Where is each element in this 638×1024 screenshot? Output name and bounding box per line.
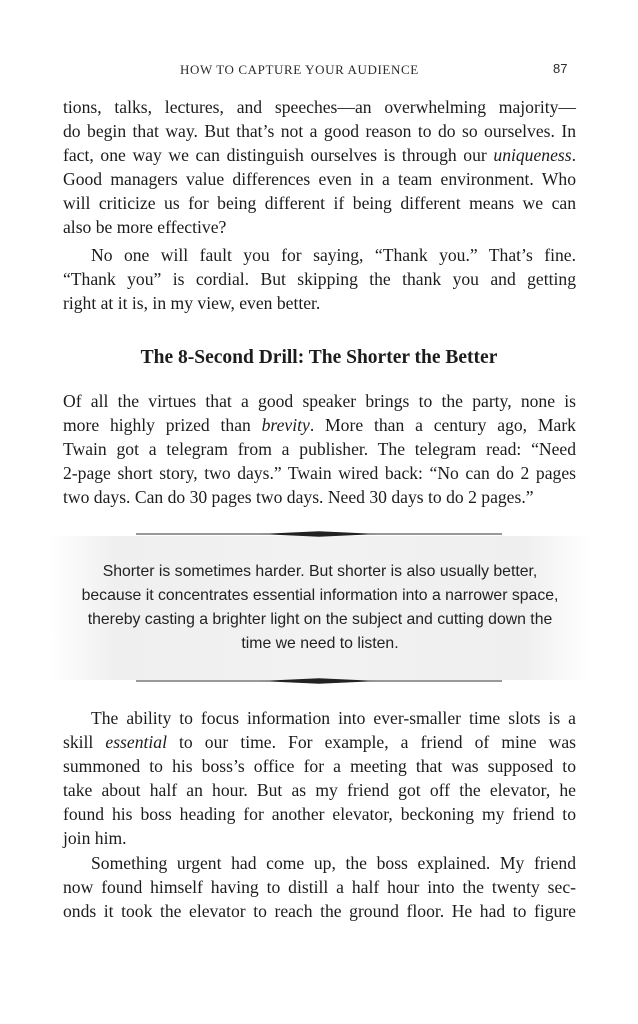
text-line: fact, one way we can distinguish ourselves is through our uniqueness. (63, 145, 576, 165)
pull-quote-line: time we need to listen. (241, 635, 399, 652)
text-line: more highly prized than brevity. More than a century ago, Mark (63, 415, 576, 435)
pull-quote-line: thereby casting a brighter light on the subject and cutting down the (87, 611, 553, 628)
pull-quote-line: because it concentrates essential information into a narrower space, (81, 587, 559, 604)
emphasis-brevity: brevity (261, 415, 310, 435)
text-line: The ability to focus information into ever-smaller time slots is a (91, 708, 576, 728)
text-line: “Thank you” is cordial. But skipping the thank you and getting (63, 269, 576, 289)
text-line: right at it is, in my view, even better. (63, 293, 321, 313)
paragraph-3 (63, 389, 576, 509)
text-line: tions, talks, lectures, and speeches—an overwhelming majority— (63, 97, 576, 117)
text-line: found his boss heading for another elevator, beckoning my friend to (63, 804, 576, 824)
text-line: Something urgent had come up, the boss explained. My friend (91, 853, 576, 873)
ornamental-rule-bottom (136, 677, 502, 685)
paragraph-4 (63, 706, 576, 850)
text-line: join him. (63, 828, 127, 848)
section-heading: The 8-Second Drill: The Shorter the Better (140, 347, 498, 368)
text-line: will criticize us for being different if being different means we can (63, 193, 576, 213)
text-line: skill essential to our time. For example, a friend of mine was (63, 732, 576, 752)
emphasis-uniqueness: uniqueness (493, 145, 572, 165)
paragraph-2 (63, 243, 576, 315)
page-number: 87 (553, 61, 568, 76)
text-line: now found himself having to distill a half hour into the twenty sec- (63, 877, 576, 897)
running-head: HOW TO CAPTURE YOUR AUDIENCE (180, 62, 419, 77)
text-line: Of all the virtues that a good speaker brings to the party, none is (63, 391, 576, 411)
text-line: Twain got a telegram from a publisher. The telegram read: “Need (63, 439, 576, 459)
text-line: do begin that way. But that’s not a good reason to do so ourselves. In (63, 121, 576, 141)
text-line: two days. Can do 30 pages two days. Need 30 days to do 2 pages.” (63, 487, 534, 507)
text-line: take about half an hour. But as my friend got off the elevator, he (63, 780, 576, 800)
paragraph-5 (63, 851, 576, 923)
text-line: 2-page short story, two days.” Twain wired back: “No can do 2 pages (63, 463, 576, 483)
page-header (0, 60, 638, 82)
text-line: Good managers value differences even in a team environment. Who (63, 169, 576, 189)
text-line: No one will fault you for saying, “Thank you.” That’s fine. (91, 245, 576, 265)
text-line: summoned to his boss’s office for a meeting that was supposed to (63, 756, 576, 776)
text-line: also be more effective? (63, 217, 227, 237)
pull-quote-line: Shorter is sometimes harder. But shorter is also usually better, (102, 563, 538, 580)
pull-quote (50, 560, 590, 656)
pull-quote-box (50, 536, 590, 680)
paragraph-1 (63, 95, 576, 239)
ornamental-rule-top (136, 530, 502, 538)
emphasis-essential: essential (105, 732, 167, 752)
text-line: onds it took the elevator to reach the ground floor. He had to figure (63, 901, 576, 921)
